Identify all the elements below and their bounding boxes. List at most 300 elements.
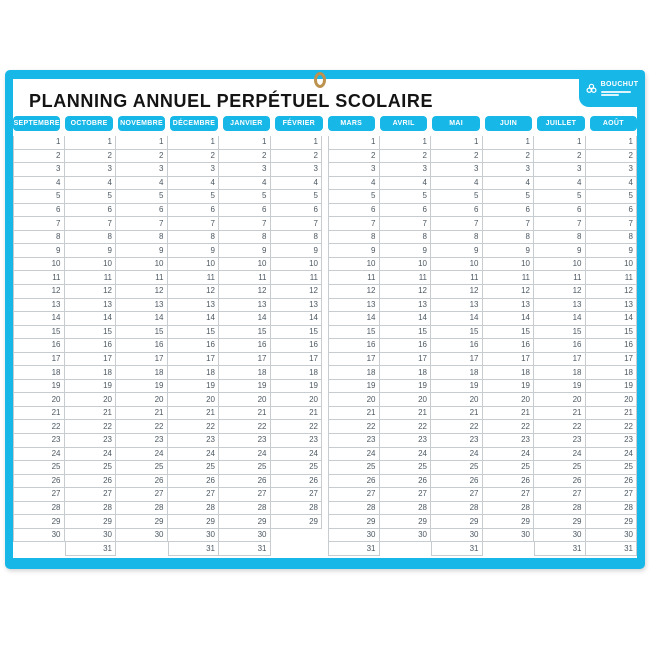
day-cell: 12 [534,285,586,299]
day-cell: 18 [271,366,323,380]
day-cell: 22 [168,420,220,434]
day-cell: 10 [534,258,586,272]
day-cell: 9 [219,244,271,258]
board-title: PLANNING ANNUEL PERPÉTUEL SCOLAIRE [29,91,434,111]
day-cell: 20 [168,393,220,407]
day-cell: 26 [116,475,168,489]
day-cell: 30 [13,529,65,543]
day-cell: 20 [380,393,432,407]
day-cell: 19 [431,380,483,394]
day-cell: 30 [534,529,586,543]
day-cell: 31 [168,542,220,556]
day-cell: 18 [534,366,586,380]
month-tab-mars: MARS [328,116,375,131]
day-cell: 3 [13,163,65,177]
day-cell: 18 [13,366,65,380]
day-cell: 11 [483,271,535,285]
day-cell: 14 [116,312,168,326]
day-cell: 5 [116,190,168,204]
day-cell: 22 [65,420,117,434]
day-cell: 12 [116,285,168,299]
day-cell: 28 [219,502,271,516]
day-cell: 4 [65,177,117,191]
day-cell: 26 [534,475,586,489]
day-cell: 19 [380,380,432,394]
day-cell: 2 [431,150,483,164]
day-cell: 29 [168,515,220,529]
day-cell: 9 [431,244,483,258]
logo-tagline-line [601,91,631,93]
day-cell: 24 [65,448,117,462]
day-cell: 6 [116,204,168,218]
day-cell: 12 [168,285,220,299]
day-cell: 23 [380,434,432,448]
day-cell: 2 [168,150,220,164]
month-tab-juillet: JUILLET [537,116,584,131]
day-cell: 29 [431,515,483,529]
day-cell: 27 [483,488,535,502]
day-cell: 10 [116,258,168,272]
day-cell: 27 [13,488,65,502]
day-cell: 17 [13,353,65,367]
day-cell: 7 [328,217,380,231]
brand-logo [579,70,645,107]
day-cell: 4 [13,177,65,191]
day-cell: 17 [534,353,586,367]
day-cell: 11 [168,271,220,285]
day-cell: 16 [219,339,271,353]
day-cell: 2 [380,150,432,164]
day-cell: 10 [586,258,638,272]
day-cell: 1 [534,136,586,150]
day-cell: 13 [13,299,65,313]
day-cell: 29 [534,515,586,529]
calendar-grid [13,136,637,556]
logo-brand-name: BOUCHUT [600,81,639,89]
day-cell: 2 [13,150,65,164]
month-tab-decembre: DÉCEMBRE [170,116,217,131]
day-cell: 18 [483,366,535,380]
day-cell: 6 [168,204,220,218]
day-cell: 27 [219,488,271,502]
day-cell: 31 [219,542,271,556]
day-cell: 13 [328,299,380,313]
day-cell: 29 [328,515,380,529]
day-cell: 16 [534,339,586,353]
day-cell: 7 [271,217,323,231]
month-tabs-row [13,116,637,131]
day-cell: 3 [431,163,483,177]
day-cell: 16 [65,339,117,353]
day-cell: 5 [534,190,586,204]
month-tab-mai: MAI [432,116,479,131]
day-cell: 23 [431,434,483,448]
day-cell: 30 [380,529,432,543]
day-cell: 15 [219,326,271,340]
day-cell: 23 [13,434,65,448]
day-cell: 10 [219,258,271,272]
day-cell: 20 [116,393,168,407]
day-cell: 15 [380,326,432,340]
day-cell: 20 [431,393,483,407]
day-cell: 22 [13,420,65,434]
day-cell: 7 [168,217,220,231]
month-tab-octobre: OCTOBRE [65,116,112,131]
day-cell: 17 [116,353,168,367]
day-cell: 8 [431,231,483,245]
day-cell: 19 [219,380,271,394]
day-cell: 4 [586,177,638,191]
logo-tagline-line [601,94,619,96]
day-cell: 21 [271,407,323,421]
day-cell: 1 [380,136,432,150]
day-cell: 19 [534,380,586,394]
day-cell: 24 [13,448,65,462]
month-tab-septembre: SEPTEMBRE [13,116,60,131]
day-cell: 29 [380,515,432,529]
month-tab-fevrier: FÉVRIER [275,116,322,131]
day-cell: 17 [219,353,271,367]
day-cell: 23 [219,434,271,448]
day-cell: 6 [328,204,380,218]
day-cell: 26 [13,475,65,489]
day-cell: 25 [13,461,65,475]
day-cell: 2 [586,150,638,164]
day-cell: 8 [586,231,638,245]
day-cell: 23 [65,434,117,448]
day-cell: 18 [65,366,117,380]
day-cell: 16 [271,339,323,353]
day-cell: 11 [13,271,65,285]
day-cell: 27 [65,488,117,502]
day-cell: 13 [65,299,117,313]
day-cell: 21 [534,407,586,421]
day-cell: 11 [219,271,271,285]
day-cell: 1 [168,136,220,150]
day-cell: 7 [116,217,168,231]
day-cell: 19 [65,380,117,394]
day-cell: 14 [65,312,117,326]
day-cell: 18 [168,366,220,380]
day-cell: 21 [168,407,220,421]
day-cell: 7 [219,217,271,231]
month-tab-aout: AOÛT [590,116,637,131]
day-cell: 24 [534,448,586,462]
day-cell: 10 [431,258,483,272]
day-cell: 9 [116,244,168,258]
day-cell: 15 [271,326,323,340]
day-cell: 9 [380,244,432,258]
day-cell: 9 [271,244,323,258]
day-cell: 31 [65,542,117,556]
day-cell: 8 [380,231,432,245]
day-cell: 11 [271,271,323,285]
day-cell: 29 [116,515,168,529]
day-cell: 19 [116,380,168,394]
day-cell: 1 [13,136,65,150]
day-cell: 25 [116,461,168,475]
day-cell: 30 [483,529,535,543]
day-cell: 24 [168,448,220,462]
day-cell: 11 [431,271,483,285]
day-cell: 11 [586,271,638,285]
day-cell: 14 [328,312,380,326]
day-cell: 5 [380,190,432,204]
day-cell: 23 [271,434,323,448]
day-cell: 19 [483,380,535,394]
day-cell [271,529,323,543]
day-cell: 13 [168,299,220,313]
day-cell: 20 [219,393,271,407]
day-cell: 2 [271,150,323,164]
day-cell: 12 [328,285,380,299]
day-cell: 21 [431,407,483,421]
day-cell: 1 [483,136,535,150]
day-cell: 12 [13,285,65,299]
day-cell: 9 [328,244,380,258]
day-cell: 11 [328,271,380,285]
day-cell: 30 [65,529,117,543]
day-cell: 6 [431,204,483,218]
day-cell: 26 [380,475,432,489]
day-cell: 12 [271,285,323,299]
month-tab-novembre: NOVEMBRE [118,116,165,131]
day-cell: 10 [380,258,432,272]
day-cell: 14 [586,312,638,326]
day-cell: 13 [483,299,535,313]
day-cell: 19 [586,380,638,394]
day-cell: 4 [168,177,220,191]
day-cell: 14 [483,312,535,326]
day-cell: 17 [380,353,432,367]
day-cell: 10 [483,258,535,272]
day-cell: 25 [168,461,220,475]
day-cell: 22 [534,420,586,434]
day-cell: 15 [116,326,168,340]
day-cell: 21 [219,407,271,421]
day-cell: 6 [65,204,117,218]
day-cell: 8 [168,231,220,245]
day-cell: 4 [219,177,271,191]
day-cell: 12 [586,285,638,299]
day-cell: 26 [328,475,380,489]
day-cell: 13 [219,299,271,313]
day-cell: 1 [116,136,168,150]
day-cell: 10 [65,258,117,272]
day-cell: 13 [271,299,323,313]
day-cell: 25 [431,461,483,475]
day-cell: 18 [431,366,483,380]
day-cell: 15 [65,326,117,340]
day-cell: 9 [534,244,586,258]
day-cell: 4 [534,177,586,191]
day-cell: 17 [431,353,483,367]
day-cell: 6 [380,204,432,218]
day-cell: 26 [431,475,483,489]
day-cell: 26 [483,475,535,489]
day-cell: 17 [586,353,638,367]
month-tab-janvier: JANVIER [223,116,270,131]
day-cell: 16 [483,339,535,353]
day-cell: 2 [116,150,168,164]
day-cell: 9 [483,244,535,258]
day-cell [483,542,535,556]
day-cell: 15 [13,326,65,340]
day-cell: 24 [271,448,323,462]
day-cell: 14 [13,312,65,326]
day-cell: 20 [328,393,380,407]
day-cell: 10 [271,258,323,272]
day-cell: 6 [483,204,535,218]
day-cell: 9 [168,244,220,258]
day-cell: 16 [168,339,220,353]
day-cell: 13 [431,299,483,313]
day-cell: 15 [328,326,380,340]
calendar-right-half [328,136,637,556]
day-cell: 2 [534,150,586,164]
day-cell: 26 [168,475,220,489]
day-cell: 12 [219,285,271,299]
day-cell: 27 [116,488,168,502]
day-cell: 12 [380,285,432,299]
day-cell: 16 [116,339,168,353]
day-cell: 29 [219,515,271,529]
day-cell: 3 [116,163,168,177]
day-cell: 5 [271,190,323,204]
day-cell: 27 [380,488,432,502]
day-cell [380,542,432,556]
day-cell: 4 [116,177,168,191]
day-cell: 6 [586,204,638,218]
day-cell: 30 [586,529,638,543]
day-cell: 17 [483,353,535,367]
calendar-left-half [13,136,322,556]
day-cell: 21 [586,407,638,421]
day-cell: 30 [219,529,271,543]
day-cell: 24 [328,448,380,462]
day-cell: 25 [380,461,432,475]
day-cell: 27 [431,488,483,502]
day-cell: 27 [271,488,323,502]
day-cell: 21 [380,407,432,421]
day-cell: 25 [328,461,380,475]
day-cell: 26 [271,475,323,489]
day-cell: 27 [168,488,220,502]
day-cell: 8 [13,231,65,245]
day-cell: 8 [219,231,271,245]
day-cell: 17 [168,353,220,367]
day-cell: 26 [219,475,271,489]
day-cell: 24 [116,448,168,462]
day-cell: 18 [586,366,638,380]
day-cell: 22 [271,420,323,434]
day-cell: 1 [431,136,483,150]
day-cell: 5 [586,190,638,204]
day-cell: 7 [483,217,535,231]
day-cell: 22 [116,420,168,434]
day-cell: 5 [328,190,380,204]
day-cell: 22 [219,420,271,434]
day-cell: 25 [65,461,117,475]
day-cell: 4 [380,177,432,191]
day-cell: 12 [483,285,535,299]
day-cell: 12 [431,285,483,299]
day-cell: 15 [586,326,638,340]
day-cell: 28 [380,502,432,516]
day-cell: 28 [534,502,586,516]
day-cell: 23 [586,434,638,448]
day-cell: 28 [13,502,65,516]
day-cell: 26 [586,475,638,489]
day-cell: 19 [13,380,65,394]
day-cell: 8 [116,231,168,245]
day-cell: 25 [534,461,586,475]
month-tab-avril: AVRIL [380,116,427,131]
day-cell: 3 [219,163,271,177]
day-cell: 3 [271,163,323,177]
hanging-ring [314,72,326,88]
day-cell: 13 [380,299,432,313]
bouchut-logo-icon [586,83,597,94]
day-cell: 5 [168,190,220,204]
day-cell: 3 [328,163,380,177]
day-cell: 6 [271,204,323,218]
day-cell: 19 [271,380,323,394]
day-cell: 25 [219,461,271,475]
month-tab-juin: JUIN [485,116,532,131]
day-cell: 22 [328,420,380,434]
day-cell: 7 [65,217,117,231]
day-cell: 27 [586,488,638,502]
day-cell: 16 [586,339,638,353]
day-cell: 24 [431,448,483,462]
day-cell: 7 [534,217,586,231]
day-cell: 26 [65,475,117,489]
day-cell: 23 [168,434,220,448]
day-cell: 8 [483,231,535,245]
day-cell: 31 [534,542,586,556]
day-cell: 29 [483,515,535,529]
day-cell: 17 [65,353,117,367]
day-cell: 4 [431,177,483,191]
day-cell: 20 [271,393,323,407]
day-cell: 7 [13,217,65,231]
day-cell: 30 [168,529,220,543]
day-cell: 13 [586,299,638,313]
day-cell: 20 [586,393,638,407]
day-cell: 20 [13,393,65,407]
day-cell: 6 [534,204,586,218]
day-cell: 14 [168,312,220,326]
day-cell: 4 [271,177,323,191]
day-cell: 17 [271,353,323,367]
day-cell: 21 [65,407,117,421]
day-cell: 15 [431,326,483,340]
day-cell: 20 [483,393,535,407]
day-cell: 28 [586,502,638,516]
day-cell: 3 [380,163,432,177]
day-cell: 22 [483,420,535,434]
day-cell: 2 [483,150,535,164]
day-cell: 28 [65,502,117,516]
day-cell: 27 [534,488,586,502]
day-cell: 11 [65,271,117,285]
day-cell: 5 [65,190,117,204]
day-cell: 16 [431,339,483,353]
day-cell: 5 [431,190,483,204]
day-cell: 21 [483,407,535,421]
day-cell: 23 [328,434,380,448]
